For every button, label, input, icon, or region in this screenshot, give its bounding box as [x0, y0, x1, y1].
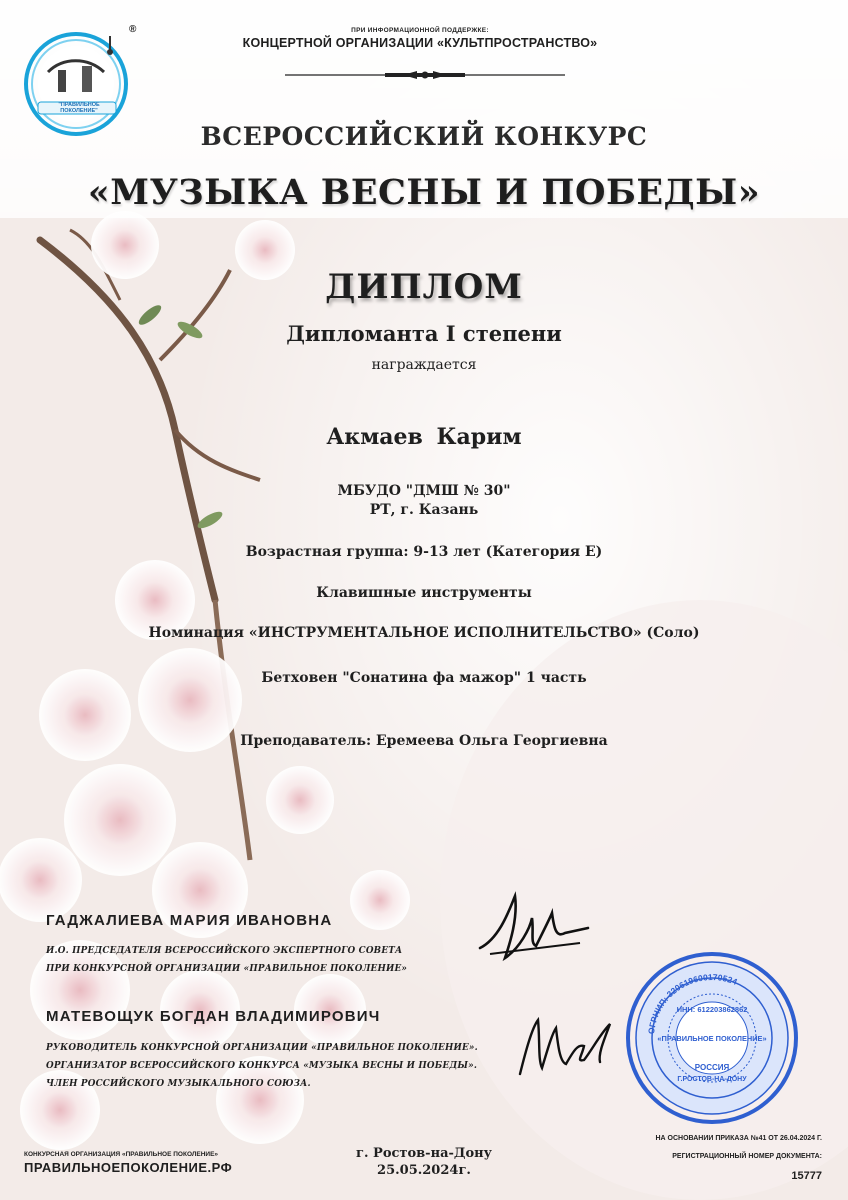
issue-city: г. Ростов-на-Дону	[356, 1146, 492, 1161]
logo-caption: "ПРАВИЛЬНОЕ ПОКОЛЕНИЕ"	[58, 102, 100, 114]
contest-kind: ВСЕРОССИЙСКИЙ КОНКУРС	[200, 122, 648, 151]
seal-city: Г.РОСТОВ-НА-ДОНУ	[677, 1076, 747, 1083]
diploma-degree: Дипломанта I степени	[286, 321, 562, 346]
registered-mark: ®	[129, 24, 137, 35]
support-organization: КОНЦЕРТНОЙ ОРГАНИЗАЦИИ «КУЛЬТПРОСТРАНСТВО»	[242, 36, 598, 50]
support-label: ПРИ ИНФОРМАЦИОННОЙ ПОДДЕРЖКЕ:	[351, 27, 489, 34]
ornament-divider	[285, 66, 565, 84]
seal-center-text: «ПРАВИЛЬНОЕ ПОКОЛЕНИЕ»	[657, 1034, 767, 1043]
signatory-1-role: ПРИ КОНКУРСНОЙ ОРГАНИЗАЦИИ «ПРАВИЛЬНОЕ ПОКОЛЕНИЕ»	[46, 964, 408, 974]
instrument-category: Клавишные инструменты	[316, 585, 532, 601]
recipient-name: Акмаев Карим	[326, 424, 522, 450]
registration-number: 15777	[791, 1170, 822, 1182]
contest-title: «МУЗЫКА ВЕСНЫ И ПОБЕДЫ»	[87, 172, 761, 213]
signature-2	[512, 1010, 622, 1082]
school-name: МБУДО "ДМШ № 30"	[337, 483, 511, 499]
seal-country: РОССИЯ	[694, 1063, 730, 1072]
signatory-2-role: ЧЛЕН РОССИЙСКОГО МУЗЫКАЛЬНОГО СОЮЗА.	[46, 1079, 311, 1089]
signatory-2-role: ОРГАНИЗАТОР ВСЕРОССИЙСКОГО КОНКУРСА «МУЗЫКА ВЕСНЫ И ПОБЕДЫ».	[46, 1061, 478, 1071]
signatory-2-role: РУКОВОДИТЕЛЬ КОНКУРСНОЙ ОРГАНИЗАЦИИ «ПРАВИЛЬНОЕ ПОКОЛЕНИЕ».	[46, 1043, 478, 1053]
age-group: Возрастная группа: 9-13 лет (Категория Е)	[245, 544, 603, 560]
school-location: РТ, г. Казань	[369, 502, 479, 518]
footer-website: ПРАВИЛЬНОЕПОКОЛЕНИЕ.РФ	[24, 1160, 233, 1175]
signatory-2-name: МАТЕВОЩУК БОГДАН ВЛАДИМИРОВИЧ	[46, 1008, 381, 1025]
teacher: Преподаватель: Еремеева Ольга Георгиевна	[240, 733, 608, 749]
official-seal	[624, 950, 800, 1126]
nomination: Номинация «ИНСТРУМЕНТАЛЬНОЕ ИСПОЛНИТЕЛЬСТВО» (Соло)	[148, 625, 700, 641]
performed-piece: Бетховен "Сонатина фа мажор" 1 часть	[261, 670, 587, 686]
signatory-1-role: И.О. ПРЕДСЕДАТЕЛЯ ВСЕРОССИЙСКОГО ЭКСПЕРТНОГО СОВЕТА	[46, 946, 403, 956]
footer-organization: КОНКУРСНАЯ ОРГАНИЗАЦИЯ «ПРАВИЛЬНОЕ ПОКОЛЕНИЕ»	[24, 1151, 219, 1158]
seal-inn: ИНН: 612203862862	[676, 1005, 748, 1014]
issue-date: 25.05.2024г.	[377, 1163, 471, 1178]
seal-ogrnip: ОГРНИП: 320619600170524	[646, 971, 739, 1035]
registration-label: РЕГИСТРАЦИОННЫЙ НОМЕР ДОКУМЕНТА:	[672, 1153, 822, 1160]
order-reference: НА ОСНОВАНИИ ПРИКАЗА №41 ОТ 26.04.2024 Г.	[655, 1135, 822, 1142]
signature-1	[470, 888, 590, 968]
signatory-1-name: ГАДЖАЛИЕВА МАРИЯ ИВАНОВНА	[46, 912, 333, 929]
diploma-title: ДИПЛОМ	[325, 267, 523, 307]
awarded-label: награждается	[371, 357, 477, 373]
